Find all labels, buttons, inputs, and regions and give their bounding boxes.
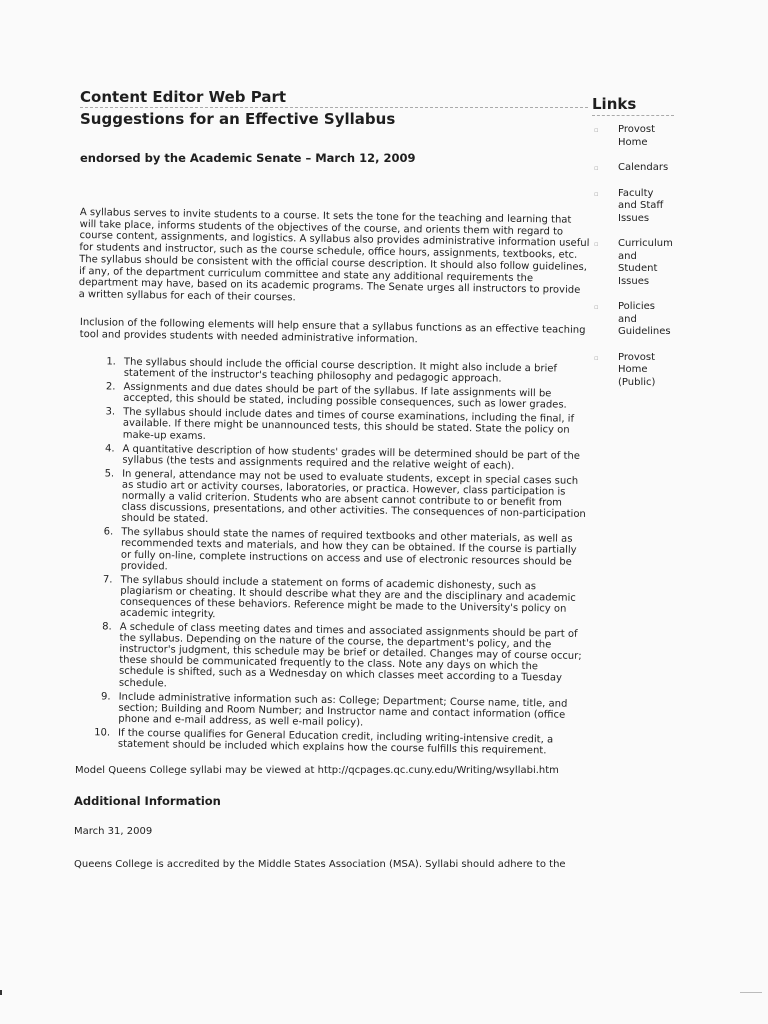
sidebar-link-label: Calendars [618,162,669,173]
links-title: Links [592,95,674,116]
list-item-number: 2. [105,381,116,393]
list-item [77,526,588,578]
list-item-number: 8. [102,621,112,633]
list-item-text: Include administrative information such as: College; Department; Course name, title, and section; Building and Room Number; and Instructor name and contact information (office phone and e-mail address, as well e-mail policy). [118,691,568,729]
page-title: Suggestions for an Effective Syllabus [80,110,396,128]
list-item-number: 5. [104,468,115,480]
list-item [77,468,588,531]
sidebar-link-label: Curriculum and Student Issues [618,238,673,287]
list-item-text: A quantitative description of how students' grades will be determined should be part of the syllabus (the tests and assignments required and the relative weight of each). [122,443,581,472]
endorsement-line: endorsed by the Academic Senate – March 12, 2009 [80,151,416,165]
list-item-number: 9. [101,691,111,703]
intro-paragraph: A syllabus serves to invite students to a course. It sets the tone for the teaching and learning that will take place, informs students of the objectives of the course, and orients them with regard to course content, assignments, and logistics. A syllabus also provides administrative information useful for students and instructor, such as the course schedule, office hours, assignments, textbooks, etc. The syllabus should be consistent with the official course description. It should also follow guidelines, if any, of the department curriculum committee and state any additional requirements the department may have, based on its academic programs. The Senate urges all instructors to provide a written syllabus for each of their courses. [78,207,590,304]
web-part-title: Content Editor Web Part [80,88,588,108]
bullet-icon: ▫ [594,126,599,134]
sidebar-link-curriculum[interactable] [592,238,674,288]
list-item-text: The syllabus should include dates and times of course examinations, including the final, if available. If there might be unannounced tests, this should be stated. State the policy on make-up exams. [122,407,575,442]
bullet-icon: ▫ [594,240,599,248]
sidebar-link-provost-public[interactable] [592,352,674,390]
sidebar-link-label: Provost Home (Public) [618,351,656,388]
scan-edge-mark [740,992,762,993]
list-item [75,621,586,696]
links-list [592,124,674,389]
inclusion-paragraph: Inclusion of the following elements will help ensure that a syllabus functions as an effective teaching tool and provides students with needed administrative information. [79,316,586,345]
date-line: March 31, 2009 [74,826,153,838]
list-item-number: 7. [102,574,113,586]
sidebar-link-provost-home[interactable] [592,124,674,149]
list-item-text: Assignments and due dates should be part of the syllabus. If late assignments will be accepted, this should be stated, including possible consequences, such as lower grades. [123,381,567,411]
bullet-icon: ▫ [594,353,599,362]
list-item-text: A schedule of class meeting dates and times and associated assignments should be part of the syllabus. Depending on the nature of the course, the department's policy, and the instructor's judgment, this schedule may be brief or detailed. Changes may of course occur; these should be communicated frequently to the class. Note any days on which the schedule is shifted, such as a Wednesday on which classes meet according to a Tuesday schedule. [118,621,582,689]
list-item-number: 6. [103,526,114,538]
additional-info-heading: Additional Information [74,794,221,809]
list-item-text: The syllabus should include the official course description. It might also include a brief statement of the instructor's teaching philosophy and pedagogic approach. [123,356,558,385]
bullet-icon: ▫ [594,189,599,198]
sidebar-link-policies[interactable] [592,301,674,339]
scan-edge-mark [0,990,2,995]
list-item-text: The syllabus should include a statement on forms of academic dishonesty, such as plagiarism or cheating. It should describe what they are and the disciplinary and academic consequences of these behaviors. Reference might be made to the University's policy on academic integrity. [119,574,576,621]
list-item [79,406,589,447]
list-item-number: 1. [106,356,116,368]
syllabus-elements-list [74,356,590,757]
sidebar-link-label: Policies and Guidelines [618,301,671,337]
links-sidebar [592,95,674,402]
list-item-text: The syllabus should state the names of required textbooks and other materials, as well as recommended texts and materials, and how they can be obtained. If the course is partially or fully on-line, complete instructions on access and use of electronic resources should be provided. [120,527,577,573]
sidebar-link-label: Faculty and Staff Issues [618,187,664,224]
list-item [76,574,587,626]
list-item [74,691,584,732]
accreditation-paragraph: Queens College is accredited by the Middle States Association (MSA). Syllabi should adhere to the [74,859,566,871]
main-content [74,88,590,871]
bullet-icon: ▫ [594,164,599,172]
sidebar-link-faculty-staff[interactable] [592,188,674,226]
list-item-number: 3. [105,406,116,418]
bullet-icon: ▫ [594,303,599,311]
list-item-number: 4. [104,443,115,455]
list-item [74,727,584,757]
list-item-number: 10. [94,727,111,739]
list-item-text: If the course qualifies for General Education credit, including writing-intensive credit, a statement should be included which explains how the course fulfills this requirement. [117,727,554,757]
sidebar-link-label: Provost Home [618,124,656,148]
sidebar-link-calendars[interactable] [592,162,674,175]
model-syllabi-note: Model Queens College syllabi may be viewed at http://qcpages.qc.cuny.edu/Writing/wsyllabi.htm [75,765,559,777]
list-item-text: In general, attendance may not be used to evaluate students, except in special cases such as studio art or activity courses, laboratories, or practica. However, class participation is normally a valid criterion. Students who are absent cannot contribute to or benefit from class discussions, presentations, and other activities. The consequences of non-participation should be stated. [121,468,586,526]
